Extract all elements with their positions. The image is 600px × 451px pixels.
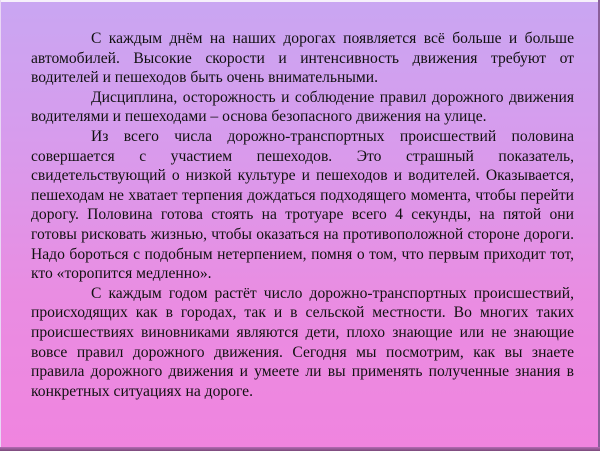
paragraph-children-accidents: С каждым годом растёт число дорожно-транспортных происшествий, происходящих как в городах, так и в сельской местности. Во многих таких происшествиях виновниками являются дети, плохо знающие или не знающие вовсе правил дорожного движения. Сегодня мы посмотрим, как вы знаете правила дорожного движения и умеете ли вы применять полученные знания в конкретных ситуациях на дороге. <box>31 284 574 400</box>
paragraph-road-traffic: С каждым днём на наших дорогах появляется всё больше и больше автомобилей. Высокие скорости и интенсивность движения требуют от водителей и пешеходов быть очень внимательными. <box>31 30 574 87</box>
slide-top-edge <box>0 0 600 2</box>
paragraph-discipline: Дисциплина, осторожность и соблюдение правил дорожного движения водителями и пешеходами – основа безопасного движения на улице. <box>31 88 574 126</box>
slide-left-edge <box>0 0 1 451</box>
slide-bottom-edge <box>0 447 600 451</box>
paragraph-pedestrian-accidents: Из всего числа дорожно-транспортных происшествий половина совершается с участием пешеходов. Это страшный показатель, свидетельствующий о низкой культуре и пешеходов и водителей. Оказывается, пешеходам не хватает терпения дождаться подходящего момента, чтобы перейти дорогу. Половина готова стоять на тротуаре всего 4 секунды, на пятой они готовы рисковать жизнью, чтобы оказаться на противоположной стороне дороги. Надо бороться с подобным нетерпением, помня о том, что первым приходит тот, кто «торопится медленно». <box>31 127 574 283</box>
text-block <box>31 29 574 401</box>
